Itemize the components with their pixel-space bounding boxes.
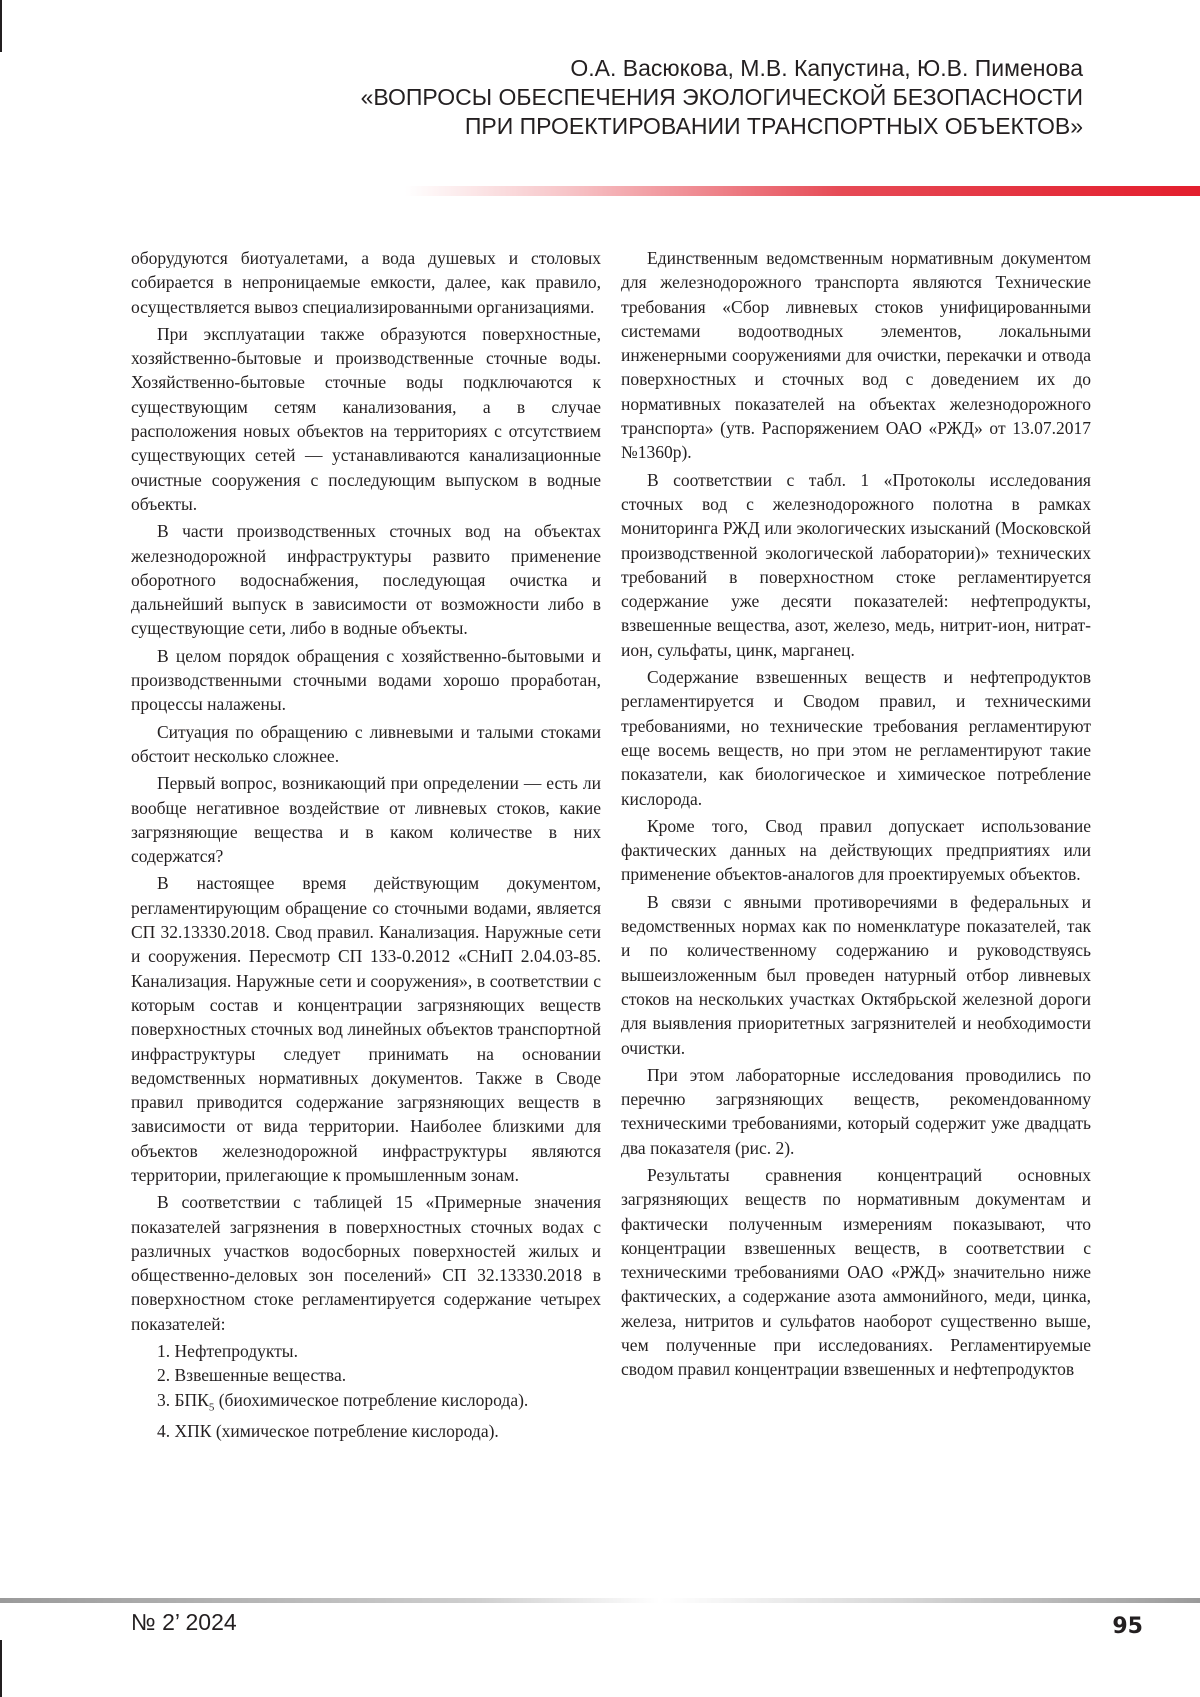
right-column (621, 246, 1091, 1385)
paragraph: В соответствии с таблицей 15 «Примерные значения показателей загрязнения в поверхностных сточных водах с различных участков водосборных поверхностей жилых и общественно-деловых зон поселений» СП 32.13330.2018 в поверхностном стоке регламентируется содержание четырех показателей: (131, 1192, 601, 1334)
paragraph: В связи с явными противоречиями в федеральных и ведомственных нормах как по номенклатуре показателей, так и по количественному содержанию и руководствуясь вышеизложенным был проведен натурный отбор ливневых стоков на нескольких участках Октябрьской железной дороги для выявления приоритетных загрязнителей и необходимости очистки. (621, 891, 1091, 1058)
paragraph: Единственным ведомственным нормативным документом для железнодорожного транспорта являются Технические требования «Сбор ливневых стоков унифицированными системами водоотводных элементов, локальными инженерными сооружениями для очистки, перекачки и отвода поверхностных и сточных вод с доведением их до нормативных показателей на объектах железнодорожного транспорта» (утв. Распоряжением ОАО «РЖД» от 13.07.2017 №1360р). (621, 248, 1091, 463)
header-red-bar (405, 186, 1200, 196)
paragraph: При эксплуатации также образуются поверхностные, хозяйственно-бытовые и производственные сточные воды. Хозяйственно-бытовые сточные воды подключаются к существующим сетям канализования, а в случае расположения новых объектов на территориях с отсутствием существующих сетей — устанавливаются канализационные очистные сооружения с последующим выпуском в водные объекты. (131, 323, 601, 514)
paragraph: В части производственных сточных вод на объектах железнодорожной инфраструктуры развито применение оборотного водоснабжения, последующая очистка и дальнейший выпуск в зависимости от возможности либо в существующие сети, либо в водные объекты. (131, 521, 601, 639)
crop-mark-bottom (0, 1640, 2, 1697)
paragraph: В соответствии с табл. 1 «Протоколы исследования сточных вод с железнодорожного полотна в рамках мониторинга РЖД или экологических изысканий (Московской производственной экологической лаборатории)» технических требований в поверхностном стоке регламентируется содержание уже десяти показателей: нефтепродукты, взвешенные вещества, азот, железо, медь, нитрит-ион, нитрат-ион, сульфаты, цинк, марганец. (621, 469, 1091, 660)
paragraph: Содержание взвешенных веществ и нефтепродуктов регламентируется и Сводом правил, и техническими требованиями, но технические требования регламентируют еще восемь веществ, но при этом не регламентируют такие показатели, как биологическое и химическое потребление кислорода. (621, 667, 1091, 809)
running-header (361, 54, 1083, 141)
left-column (131, 246, 601, 1444)
issue-number: № 2’ 2024 (131, 1609, 237, 1635)
header-authors: О.А. Васюкова, М.В. Капустина, Ю.В. Пименова (570, 55, 1083, 81)
list-item-text: 3. БПК (157, 1389, 209, 1410)
header-title-line-2: ПРИ ПРОЕКТИРОВАНИИ ТРАНСПОРТНЫХ ОБЪЕКТОВ» (464, 113, 1083, 139)
paragraph: оборудуются биотуалетами, а вода душевых и столовых собирается в непроницаемые емкости, далее, как правило, осуществляется вывоз специализированными организациями. (131, 248, 601, 317)
list-item-text: (биохимическое потребление кислорода). (214, 1389, 529, 1410)
paragraph: Кроме того, Свод правил допускает использование фактических данных на действующих предприятиях или применение объектов-аналогов для проектируемых объектов. (621, 815, 1091, 885)
list-item-subscript: 5 (208, 1401, 215, 1414)
crop-mark-top (0, 0, 2, 52)
paragraph: Первый вопрос, возникающий при определении — есть ли вообще негативное воздействие от ливневых стоков, какие загрязняющие вещества и в каком количестве в них содержатся? (131, 773, 601, 867)
paragraph: Результаты сравнения концентраций основных загрязняющих веществ по нормативным документам и фактически полученным измерениям показывают, что концентрации взвешенных веществ, в соответствии с техническими требованиями ОАО «РЖД» значительно ниже фактических, а содержание азота аммонийного, меди, цинка, железа, нитритов и сульфатов наоборот существенно выше, чем полученные при исследованиях. Регламентируемые сводом правил концентрации взвешенных и нефтепродуктов (621, 1164, 1091, 1380)
list-item: 2. Взвешенные вещества. (157, 1365, 347, 1386)
footer-rule (0, 1598, 1200, 1603)
paragraph: Ситуация по обращению с ливневыми и талыми стоками обстоит несколько сложнее. (131, 721, 601, 766)
header-title-line-1: «ВОПРОСЫ ОБЕСПЕЧЕНИЯ ЭКОЛОГИЧЕСКОЙ БЕЗОПАСНОСТИ (360, 84, 1083, 110)
list-item: 1. Нефтепродукты. (157, 1341, 298, 1362)
paragraph: В настоящее время действующим документом, регламентирующим обращение со сточными водами, является СП 32.13330.2018. Свод правил. Канализация. Наружные сети и сооружения. Пересмотр СП 133-0.2012 «СНиП 2.04.03-85. Канализация. Наружные сети и сооружения», в соответствии с которым состав и концентрации загрязняющих веществ поверхностных сточных вод линейных объектов транспортной инфраструктуры следует принимать на основании ведомственных нормативных документов. Также в Своде правил приводится содержание загрязняющих веществ в зависимости от вида территории. Наиболее близкими для объектов железнодорожной инфраструктуры являются территории, прилегающие к промышленным зонам. (131, 873, 601, 1185)
paragraph: В целом порядок обращения с хозяйственно-бытовыми и производственными сточными водами хорошо проработан, процессы налажены. (131, 645, 601, 715)
list-item (157, 1388, 601, 1420)
indicator-list (131, 1339, 601, 1444)
paragraph: При этом лабораторные исследования проводились по перечню загрязняющих веществ, рекомендованному техническими требованиями, который содержит уже двадцать два показателя (рис. 2). (621, 1064, 1091, 1158)
page-number: 95 (1112, 1614, 1143, 1639)
list-item: 4. ХПК (химическое потребление кислорода). (157, 1421, 499, 1442)
